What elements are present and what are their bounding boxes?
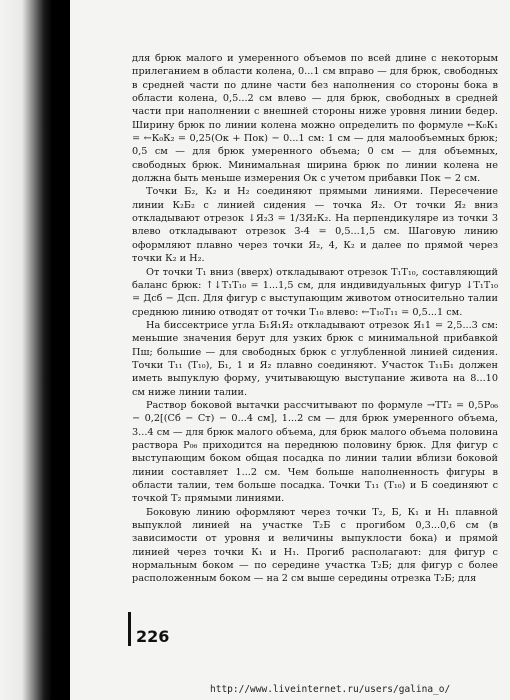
footer-url[interactable]: http://www.liveinternet.ru/users/galina_o/ — [210, 684, 451, 695]
paragraph-1: для брюк малого и умеренного объемов по всей длине с некоторым прилеганием в области колена, 0...1 см вправо — для брюк, свободных в средней части по длине части без наполнения со стороны бока в области колена, 0,5...2 см влево — для брюк, свободных в средней части при наполнении с внешней стороны ниже уровня линии бедер. Ширину брюк по линии колена можно определить по формуле ←К₀К₁ = ←К₀К₂ = 0,25(Ок + Пок) − 0...1 см: 1 см — для малообъемных брюк; 0,5 см — для брюк умеренного объема; 0 см — для объемных, свободных брюк. Минимальная ширина брюк по линии колена не должна быть меньше измерения Ок с учетом прибавки Пок − 2 см. — [132, 53, 498, 185]
folio-bar — [128, 612, 131, 646]
page-number: 226 — [136, 627, 170, 646]
paragraph-2: Точки Б₂, К₂ и Н₂ соединяют прямыми линиями. Пересечение линии К₂Б₂ с линией сидения — точка Я₂. От точки Я₂ вниз откладывают отрезок ↓Я₂3 = 1/3Я₂К₂. На перпендикуляре из точки 3 влево откладывают отрезок 3-4 = 0,5...1,5 см. Шаговую линию оформляют плавно через точки Я₂, 4, К₂ и далее по прямой через точки К₂ и Н₂. — [132, 186, 498, 265]
paragraph-3: От точки Т₁ вниз (вверх) откладывают отрезок Т₁Т₁₀, составляющий баланс брюк: ↑↓Т₁Т₁₀ = 1...1,5 см, для индивидуальных фигур ↓Т₁Т₁₀ = Дсб − Дсп. Для фигур с выступающим животом относительно талии среднюю линию отводят от точки Т₁₀ влево: ←Т₁₀Т₁₁ = 0,5...1 см. — [132, 266, 498, 318]
paragraph-5: Раствор боковой вытачки рассчитывают по формуле →ТТ₂ = 0,5Р₀₆ − 0,2[(Сб − Ст) − 0...4 см], 1...2 см — для брюк умеренного объема, 3...4 см — для брюк малого объема, для брюк малого объема половина раствора Р₀₆ приходится на переднюю половину брюк. Для фигур с выступающим боком общая посадка по линии талии вблизи боковой линии составляет 1...2 см. Чем больше наполненность фигуры в области талии, тем больше посадка. Точки Т₁₁ (Т₁₀) и Б соединяют с точкой Т₂ прямыми линиями. — [132, 399, 498, 505]
book-spine-shadow — [0, 0, 70, 700]
page-body — [132, 52, 498, 586]
paragraph-4: На биссектрисе угла Б₁Я₁Я₂ откладывают отрезок Я₁1 = 2,5...3 см: меньшие значения берут для узких брюк с минимальной прибавкой Пш; большие — для свободных брюк с углубленной линией сидения. Точки Т₁₁ (Т₁₀), Б₁, 1 и Я₂ плавно соединяют. Участок Т₁₁Б₁ должен иметь выпуклую форму, учитывающую выступание живота на 8...10 см ниже линии талии. — [132, 319, 498, 398]
paragraph-6: Боковую линию оформляют через точки Т₂, Б, К₁ и Н₁ плавной выпуклой линией на участке Т₂Б с прогибом 0,3...0,6 см (в зависимости от уровня и величины выпуклости бока) и прямой линией через точки К₁ и Н₁. Прогиб располагают: для фигур с нормальным боком — по середине участка Т₂Б; для фигур с более расположенным боком — на 2 см выше середины отрезка Т₂Б; для — [132, 506, 498, 585]
